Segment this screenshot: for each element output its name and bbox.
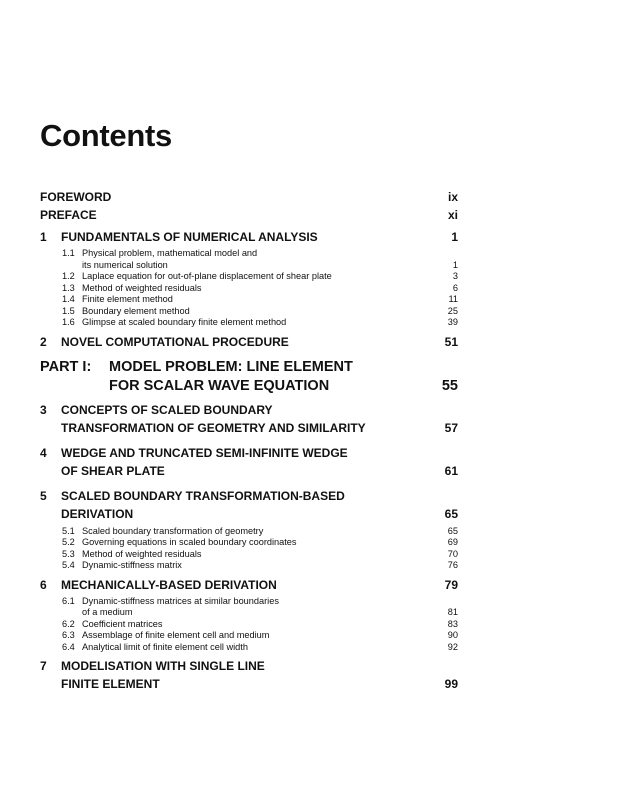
- toc-section-6-1: [40, 596, 458, 619]
- section-number: 6.1: [62, 595, 75, 606]
- section-page: 3: [452, 271, 458, 281]
- section-number: 1.4: [62, 294, 75, 304]
- toc-entry-foreword: [40, 190, 458, 208]
- section-number: 1.6: [62, 317, 75, 327]
- section-page: 92: [447, 641, 458, 652]
- section-title: Laplace equation for out-of-plane displacement of shear plate: [82, 271, 332, 281]
- toc-chapter-7: [40, 659, 458, 696]
- chapter-title-cont: OF SHEAR PLATE: [61, 463, 165, 478]
- part-label: PART I:: [40, 358, 92, 375]
- chapter-page: 57: [444, 420, 458, 435]
- part-page: 55: [441, 377, 458, 394]
- section-title: Physical problem, mathematical model and: [82, 248, 258, 258]
- table-of-contents: [40, 190, 458, 696]
- chapter-number: 7: [40, 659, 47, 673]
- section-page: 39: [447, 317, 458, 327]
- section-number: 6.2: [62, 618, 75, 629]
- section-page: 6: [452, 282, 458, 293]
- toc-entry-preface: [40, 208, 458, 226]
- section-number: 1.1: [62, 248, 75, 258]
- chapter-number: 4: [40, 445, 47, 460]
- toc-section-1-4: [40, 294, 458, 306]
- chapter-page: 61: [444, 463, 458, 478]
- part-title: MODEL PROBLEM: LINE ELEMENT: [109, 358, 353, 375]
- section-page: 11: [448, 294, 458, 304]
- entry-title: PREFACE: [40, 208, 97, 222]
- chapter-page: 1: [451, 230, 458, 244]
- chapter-title: MECHANICALLY-BASED DERIVATION: [61, 577, 277, 592]
- section-title: Finite element method: [82, 294, 173, 304]
- section-title: Scaled boundary transformation of geometry: [82, 525, 264, 536]
- chapter-title-cont: TRANSFORMATION OF GEOMETRY AND SIMILARITY: [61, 420, 366, 435]
- section-number: 1.5: [62, 305, 75, 316]
- section-title: Method of weighted residuals: [82, 282, 202, 293]
- chapter-page: 51: [444, 334, 458, 349]
- section-number: 5.4: [62, 560, 75, 570]
- chapter-page: 79: [444, 577, 458, 592]
- toc-section-6-2: [40, 619, 458, 631]
- toc-section-1-5: [40, 306, 458, 318]
- section-title: Assemblage of finite element cell and medium: [82, 630, 270, 640]
- toc-section-5-4: [40, 560, 458, 572]
- toc-chapter-5: [40, 489, 458, 526]
- toc-chapter-6: [40, 578, 458, 596]
- section-title: Dynamic-stiffness matrix: [82, 560, 182, 570]
- chapter-number: 5: [40, 488, 47, 503]
- toc-section-6-4: [40, 642, 458, 654]
- section-page: 83: [447, 618, 458, 629]
- toc-chapter-2: [40, 335, 458, 353]
- toc-chapter-4: [40, 446, 458, 483]
- toc-section-1-2: [40, 271, 458, 283]
- toc-section-5-2: [40, 537, 458, 549]
- toc-section-5-3: [40, 549, 458, 561]
- section-title: Glimpse at scaled boundary finite element method: [82, 317, 287, 327]
- section-title: Method of weighted residuals: [82, 548, 202, 559]
- chapter-page: 65: [444, 506, 458, 521]
- toc-chapter-3: [40, 403, 458, 440]
- toc-section-1-3: [40, 283, 458, 295]
- section-number: 5.3: [62, 548, 75, 559]
- section-page: 70: [447, 548, 458, 559]
- chapter-title: MODELISATION WITH SINGLE LINE: [61, 659, 265, 673]
- chapter-page: 99: [444, 677, 458, 691]
- toc-chapter-1: [40, 230, 458, 248]
- chapter-title-cont: DERIVATION: [61, 506, 134, 521]
- section-page: 1: [452, 259, 458, 270]
- section-number: 6.3: [62, 630, 75, 640]
- chapter-title-cont: FINITE ELEMENT: [61, 677, 160, 691]
- chapter-number: 1: [40, 230, 47, 244]
- section-page: 81: [447, 607, 458, 617]
- section-title: Governing equations in scaled boundary coordinates: [82, 537, 297, 547]
- section-number: 1.2: [62, 271, 75, 281]
- page-title: Contents: [40, 118, 172, 153]
- chapter-number: 2: [40, 334, 47, 349]
- chapter-title: CONCEPTS OF SCALED BOUNDARY: [61, 402, 273, 417]
- section-page: 25: [447, 305, 458, 316]
- section-page: 90: [447, 630, 458, 640]
- section-page: 76: [447, 560, 458, 570]
- toc-section-1-1: [40, 248, 458, 271]
- entry-page: ix: [447, 190, 458, 204]
- section-number: 5.2: [62, 537, 75, 547]
- chapter-title: SCALED BOUNDARY TRANSFORMATION-BASED: [61, 488, 345, 503]
- chapter-title: FUNDAMENTALS OF NUMERICAL ANALYSIS: [61, 230, 318, 244]
- entry-title: FOREWORD: [40, 190, 112, 204]
- section-number: 1.3: [62, 282, 75, 293]
- toc-section-5-1: [40, 526, 458, 538]
- section-title: Analytical limit of finite element cell width: [82, 641, 248, 652]
- section-page: 69: [447, 537, 458, 547]
- section-title: Dynamic-stiffness matrices at similar boundaries: [82, 595, 279, 606]
- section-title-cont: its numerical solution: [82, 259, 168, 270]
- chapter-number: 6: [40, 577, 47, 592]
- chapter-title: NOVEL COMPUTATIONAL PROCEDURE: [61, 334, 289, 349]
- toc-section-1-6: [40, 317, 458, 329]
- section-number: 5.1: [62, 525, 75, 536]
- entry-page: xi: [447, 208, 458, 222]
- toc-section-6-3: [40, 630, 458, 642]
- section-number: 6.4: [62, 641, 75, 652]
- section-title: Boundary element method: [82, 305, 190, 316]
- section-title-cont: of a medium: [82, 607, 133, 617]
- toc-part-1: [40, 359, 458, 399]
- section-page: 65: [447, 525, 458, 536]
- part-title-cont: FOR SCALAR WAVE EQUATION: [109, 377, 330, 394]
- section-title: Coefficient matrices: [82, 618, 163, 629]
- chapter-number: 3: [40, 402, 47, 417]
- chapter-title: WEDGE AND TRUNCATED SEMI-INFINITE WEDGE: [61, 445, 348, 460]
